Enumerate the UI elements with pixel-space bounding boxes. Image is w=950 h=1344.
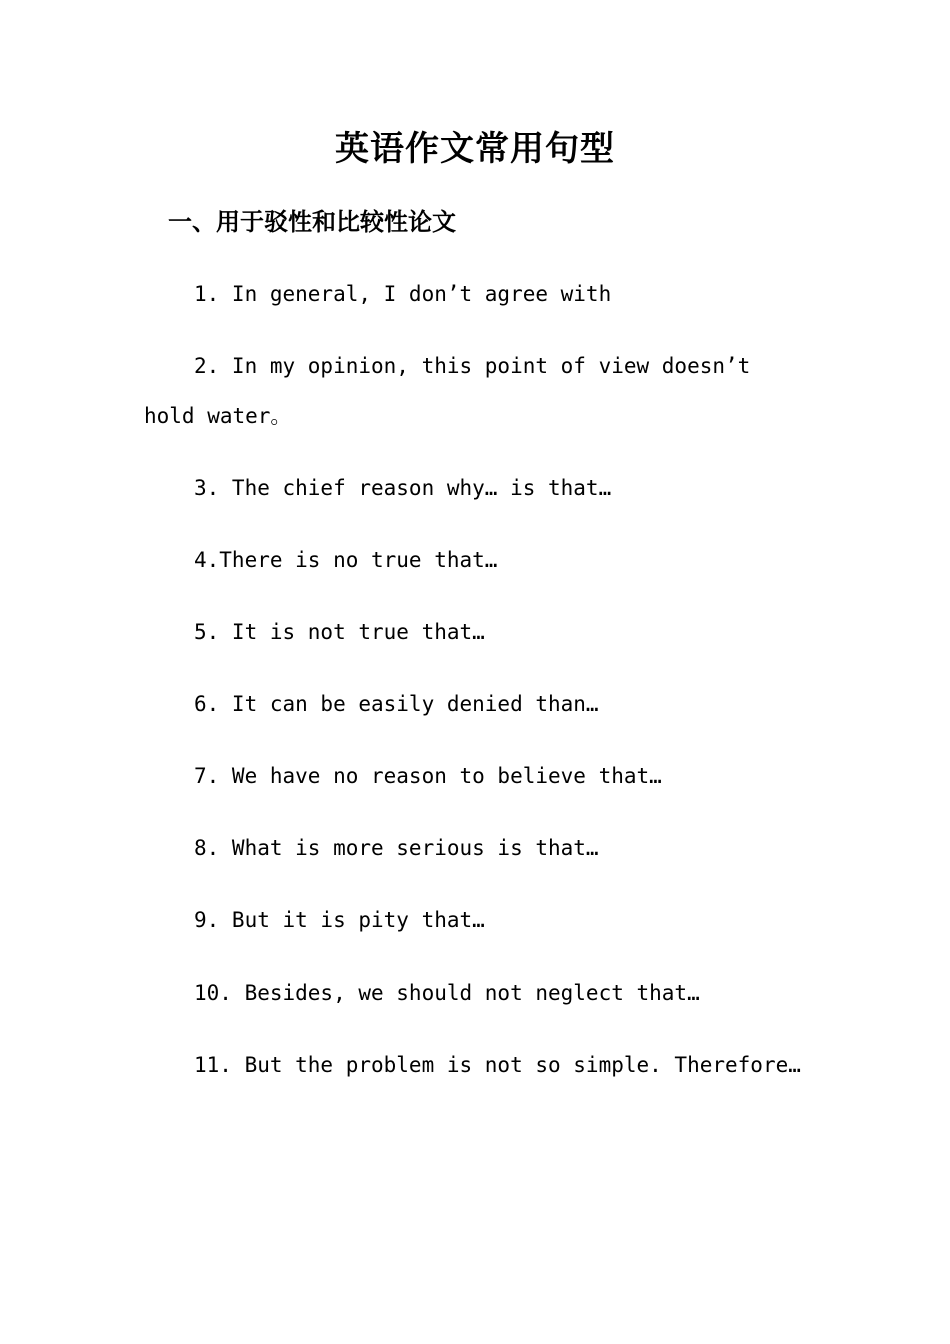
list-item: 4.There is no true that… — [194, 548, 498, 572]
list-item: 6. It can be easily denied than… — [194, 692, 599, 716]
list-item: 10. Besides, we should not neglect that… — [194, 981, 700, 1005]
list-item: 1. In general, I don’t agree with — [194, 282, 612, 306]
section-heading: 一、用于驳性和比较性论文 — [168, 207, 456, 236]
list-item: 3. The chief reason why… is that… — [194, 476, 612, 500]
document-title: 英语作文常用句型 — [335, 129, 615, 169]
list-item: 5. It is not true that… — [194, 620, 485, 644]
list-item: 8. What is more serious is that… — [194, 836, 599, 860]
list-item: 11. But the problem is not so simple. Therefore… — [194, 1053, 801, 1077]
list-item: 7. We have no reason to believe that… — [194, 764, 662, 788]
list-item: 9. But it is pity that… — [194, 908, 485, 932]
list-item: 2. In my opinion, this point of view doesn’t hold water。 — [144, 354, 751, 428]
